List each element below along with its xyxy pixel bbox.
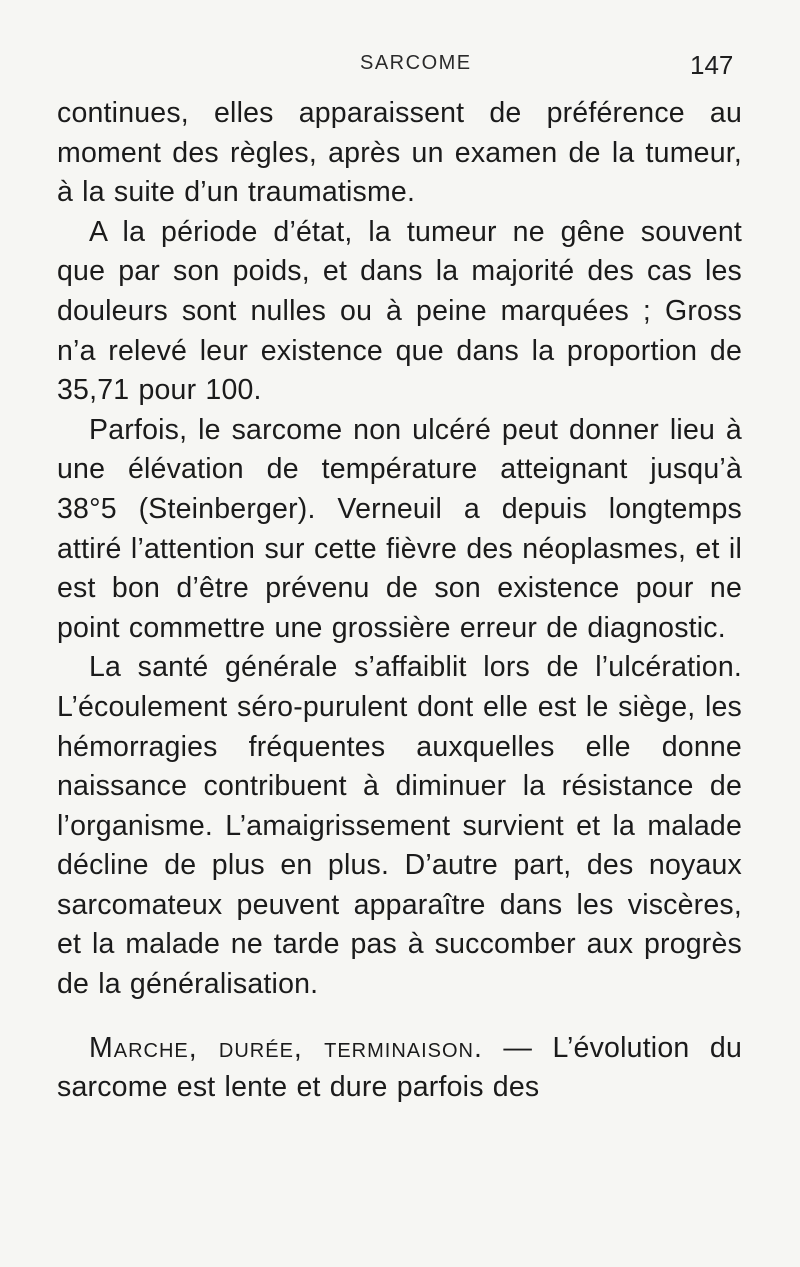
section-paragraph [57, 1029, 742, 1108]
paragraph-1: continues, elles apparaissent de préférence au moment des règles, après un examen de la tumeur, à la suite d’un traumatisme. [57, 97, 742, 209]
body-text [57, 94, 742, 1108]
section-heading: Marche, durée, terminaison. [89, 1031, 483, 1064]
page-number: 147 [690, 50, 734, 80]
section-text: — L’évolution du sarcome est lente et dure parfois des [57, 1031, 742, 1104]
running-head [0, 50, 800, 84]
paragraph-4: La santé générale s’affaiblit lors de l’ulcération. L’écoulement séro-purulent dont elle est le siège, les hémorragies fréquentes auxquelles elle donne naissance contribuent à diminuer la résistance de l’organisme. L’amaigrissement survient et la malade décline de plus en plus. D’autre part, des noyaux sarcomateux peuvent apparaître dans les viscères, et la malade ne tarde pas à succomber aux progrès de la généralisation. [57, 651, 742, 1001]
paragraph-3: Parfois, le sarcome non ulcéré peut donner lieu à une élévation de température atteignant jusqu’à 38°5 (Steinberger). Verneuil a depuis longtemps attiré l’attention sur cette fièvre des néoplasmes, et il est bon d’être prévenu de son existence pour ne point commettre une grossière erreur de diagnostic. [57, 413, 742, 644]
paragraph-2: A la période d’état, la tumeur ne gêne souvent que par son poids, et dans la majorité des cas les douleurs sont nulles ou à peine marquées ; Gross n’a relevé leur existence que dans la proportion de 35,71 pour 100. [57, 215, 742, 407]
running-title: SARCOME [360, 52, 472, 74]
